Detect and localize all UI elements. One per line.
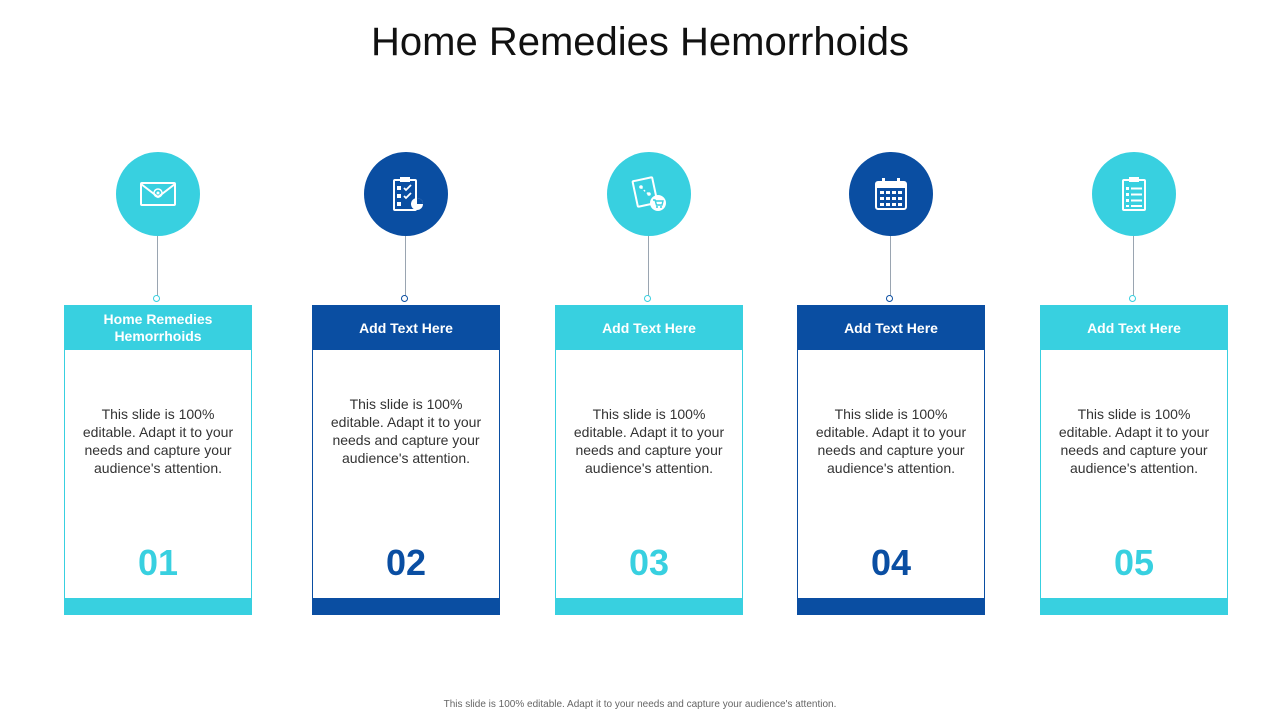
step-card-4: [797, 305, 985, 615]
card-footer-bar: [312, 598, 500, 615]
slide-title: Home Remedies Hemorrhoids: [371, 20, 909, 64]
checklist-icon: [386, 174, 426, 214]
card-body-text: This slide is 100% editable. Adapt it to your needs and capture your audience's attention.: [82, 406, 234, 476]
step-card-2: [312, 305, 500, 615]
step-column-3: [555, 0, 743, 720]
card-number: 05: [1113, 542, 1155, 583]
step-card-5: [1040, 305, 1228, 615]
card-footer-bar: [64, 598, 252, 615]
icon-circle-4: [849, 152, 933, 236]
card-number: 03: [628, 542, 670, 583]
icon-circle-5: [1092, 152, 1176, 236]
step-column-5: [1040, 0, 1228, 720]
card-header: Add Text Here: [798, 306, 984, 350]
card-body-text: This slide is 100% editable. Adapt it to your needs and capture your audience's attention.: [815, 406, 967, 476]
step-card-3: [555, 305, 743, 615]
card-header: Add Text Here: [556, 306, 742, 350]
card-footer-bar: [1040, 598, 1228, 615]
icon-circle-2: [364, 152, 448, 236]
card-body-text: This slide is 100% editable. Adapt it to your needs and capture your audience's attention.: [330, 396, 482, 466]
connector-line: [157, 236, 158, 296]
card-footer-bar: [555, 598, 743, 615]
connector-line: [890, 236, 891, 296]
connector-line: [1133, 236, 1134, 296]
card-header: Add Text Here: [1041, 306, 1227, 350]
step-card-1: [64, 305, 252, 615]
step-column-1: [64, 0, 252, 720]
card-number: 02: [385, 542, 427, 583]
connector-line: [648, 236, 649, 296]
connector-dot: [153, 295, 160, 302]
card-body-text: This slide is 100% editable. Adapt it to your needs and capture your audience's attention.: [573, 406, 725, 476]
calendar-icon: [871, 174, 911, 214]
card-number: 01: [137, 542, 179, 583]
connector-dot: [1129, 295, 1136, 302]
icon-circle-1: [116, 152, 200, 236]
strategy-cart-icon: [629, 174, 669, 214]
card-header: Home Remedies Hemorrhoids: [65, 306, 251, 350]
connector-line: [405, 236, 406, 296]
footer-note: This slide is 100% editable. Adapt it to your needs and capture your audience's attention.: [443, 699, 837, 710]
icon-circle-3: [607, 152, 691, 236]
connector-dot: [401, 295, 408, 302]
card-footer-bar: [797, 598, 985, 615]
step-column-2: [312, 0, 500, 720]
connector-dot: [644, 295, 651, 302]
card-body-text: This slide is 100% editable. Adapt it to your needs and capture your audience's attention.: [1058, 406, 1210, 476]
card-number: 04: [870, 542, 912, 583]
card-header: Add Text Here: [313, 306, 499, 350]
clipboard-icon: [1114, 174, 1154, 214]
connector-dot: [886, 295, 893, 302]
step-column-4: [797, 0, 985, 720]
mail-icon: [138, 174, 178, 214]
